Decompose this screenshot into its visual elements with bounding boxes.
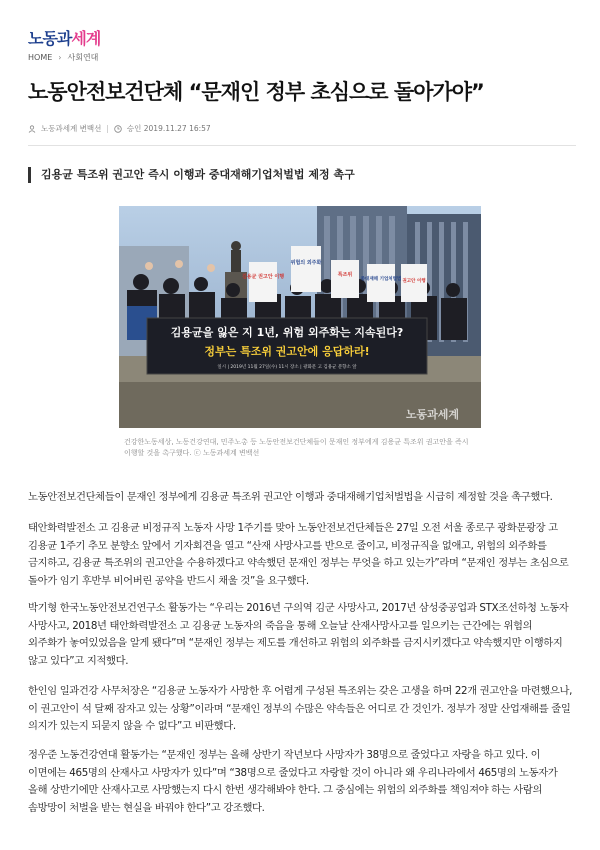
article-paragraph-5: 정우준 노동건강연대 활동가는 “문재인 정부는 올해 상반기 작년보다 사망자가 38명으로 줄었다고 자랑을 하고 있다. 이 이면에는 465명의 산재사고 사망자가 있다”며 “38명으로 줄었다고 자랑할 것이 아니라 왜 우리나라에서 465명의 노동자가 올해 상반기에만 산재사고로 사망했는지 다시 한번 생각해봐야 한다. 그 중심에는 위험의 외주화를 책임져야 하는 사람의 솜방망이 처벌을 받는 현실을 바꿔야 한다”고 강조했다. bbox=[28, 749, 558, 814]
photo-illustration bbox=[119, 206, 481, 428]
protest-sign-2: 위험의 외주화 bbox=[290, 260, 322, 266]
article-date: 승인 2019.11.27 16:57 bbox=[126, 124, 211, 133]
article-photo[interactable] bbox=[119, 206, 481, 428]
banner-details: 일시 | 2019년 11월 27일(수) 11시 장소 | 광화문 고 김용균 분향소 앞 bbox=[217, 365, 357, 370]
banner-headline-1: 김용균을 잃은 지 1년, 위험 외주화는 지속된다? bbox=[170, 326, 404, 339]
clock-icon bbox=[114, 125, 122, 133]
breadcrumb bbox=[28, 52, 98, 63]
site-logo[interactable] bbox=[28, 26, 100, 49]
article-title: 노동안전보건단체 “문재인 정부 초심으로 돌아가야” bbox=[28, 80, 484, 104]
user-icon bbox=[28, 125, 36, 133]
article-paragraph-2: 태안화력발전소 고 김용균 비정규직 노동자 사망 1주기를 맞아 노동안전보건단체들은 27일 오전 서울 종로구 광화문광장 고 김용균 1주기 추모 분향소 앞에서 기자회견을 열고 “산재 사망사고를 반으로 줄이고, 비정규직을 없애고, 위험의 외주화를 금지하고, 김용균 특조위의 권고안을 수용하겠다고 약속했던 문재인 정부는 무엇을 하고 있는가”라며 “문재인 정부는 초심으로 돌아가 임기 후반부 비어버린 공약을 반드시 채울 것”을 요구했다. bbox=[28, 522, 569, 587]
breadcrumb-home[interactable]: HOME bbox=[28, 53, 53, 62]
protest-sign-4: 중대재해 기업처벌법 bbox=[360, 277, 402, 282]
protest-sign-5: 권고안 이행 bbox=[402, 279, 426, 284]
logo-text-accent: 세계 bbox=[71, 29, 101, 48]
photo-watermark: 노동과세계 bbox=[405, 408, 459, 421]
article-subtitle: 김용균 특조위 권고안 즉시 이행과 중대재해기업처벌법 제정 촉구 bbox=[28, 167, 355, 183]
article-meta bbox=[28, 123, 211, 134]
meta-divider: | bbox=[106, 124, 109, 133]
breadcrumb-section[interactable]: 사회연대 bbox=[67, 53, 99, 62]
photo-caption: 건강한노동세상, 노동건강연대, 민주노총 등 노동안전보건단체들이 문재인 정부에게 김용균 특조위 권고안을 즉시 이행할 것을 촉구했다. ⓒ 노동과세계 변백선 bbox=[124, 438, 469, 457]
logo-text-main: 노동과 bbox=[28, 29, 72, 48]
article-paragraph-3: 박기형 한국노동안전보건연구소 활동가는 “우리는 2016년 구의역 김군 사망사고, 2017년 삼성중공업과 STX조선하청 노동자 사망사고, 2018년 태안화력발전소 고 김용균 노동자의 죽음을 통해 오늘날 산재사망사고를 일으키는 근간에는 위험의 외주화가 놓여있었음을 알게 됐다”며 “문재인 정부는 제도를 개선하고 위험의 외주화를 금지시키겠다고 약속했지만 이행하지 않고 있다”고 지적했다. bbox=[28, 602, 569, 667]
article-paragraph-1: 노동안전보건단체들이 문재인 정부에게 김용균 특조위 권고안 이행과 중대재해기업처벌법을 시급히 제정할 것을 촉구했다. bbox=[28, 491, 553, 503]
header-divider bbox=[28, 145, 576, 146]
article-paragraph-4: 한인임 일과건강 사무처장은 “김용균 노동자가 사망한 후 어렵게 구성된 특조위는 갖은 고생을 하며 22개 권고안을 마련했으나, 이 권고안이 석 달째 잠자고 있는 상황”이라며 “문재인 정부의 수많은 약속들은 어디로 간 것인가. 정부가 정말 산업재해를 줄일 의지가 있는지 되묻지 않을 수 없다”고 비판했다. bbox=[28, 685, 572, 732]
banner-headline-2: 정부는 특조위 권고안에 응답하라! bbox=[204, 345, 370, 358]
breadcrumb-separator-icon: › bbox=[58, 53, 62, 62]
article-author[interactable]: 노동과세계 변백선 bbox=[41, 124, 102, 133]
protest-sign-3: 특조위 bbox=[337, 272, 353, 278]
protest-sign-1: 김용균 권고안 이행 bbox=[241, 274, 285, 280]
